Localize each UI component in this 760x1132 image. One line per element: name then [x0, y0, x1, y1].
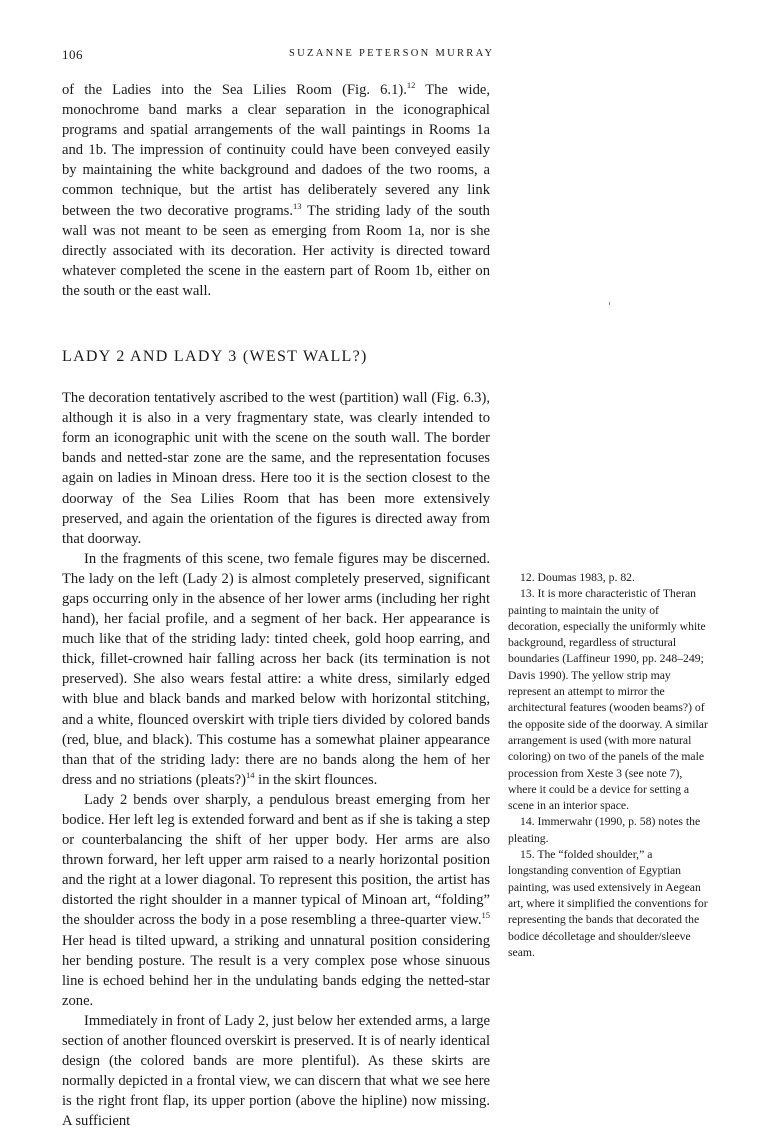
footnote: 15. The “folded shoulder,” a longstanding convention of Egyptian painting, was used extensively in Aegean art, where it simplified the conventions for representing the bands that decorated the bodice décolletage and shoulder/sleeve seam.: [508, 848, 708, 959]
footnote-ref-15[interactable]: 15: [481, 910, 490, 921]
running-head: [62, 47, 698, 65]
footnote: 13. It is more characteristic of Theran painting to maintain the unity of decoration, especially the uniformly white background, regardless of structural boundaries (Laffineur 1990, pp. 248–249; Davis 1990). The yellow strip may represent an attempt to mirror the architectural features (wooden beams?) of the opposite side of the doorway. A similar arrangement is used (with more natural coloring) on two of the panels of the male procession from Xeste 3 (see note 7), where it could be a device for setting a scene in an interior space.: [508, 587, 708, 813]
paragraph: [62, 790, 490, 1011]
footnote-ref-13[interactable]: 13: [293, 200, 302, 211]
page-number: 106: [62, 47, 83, 62]
body-text: [62, 80, 490, 1132]
text-run: The striding lady of the south wall was not meant to be seen as emerging from Room 1a, nor is she directly associated with its decoration. Her activity is directed toward whatever completed the scene in the eastern part of Room 1b, either on the south or the east wall.: [62, 202, 490, 299]
running-head-author: SUZANNE PETERSON MURRAY: [289, 48, 495, 59]
footnote-ref-12[interactable]: 12: [406, 80, 416, 90]
text-run: Lady 2 bends over sharply, a pendulous breast emerging from her bodice. Her left leg is extended forward and bent as if she is taking a step or counterbalancing the shift of her upper body. Her arms are also thrown forward, her left upper arm raised to a nearly horizontal position and the right at a lower diagonal. To represent this position, the artist has distorted the right shoulder in a manner typical of Minoan art, “folding” the shoulder across the body in a pose resembling a three-quarter view.: [62, 791, 490, 929]
footnote-ref-14[interactable]: 14: [246, 769, 255, 780]
paragraph: [62, 549, 490, 790]
text-run: Her head is tilted upward, a striking and unnatural position considering her bending posture. The result is a very complex pose whose sinuous line is echoed behind her in the undulating bands edging the netted-star zone.: [62, 932, 490, 1009]
text-run: The wide, monochrome band marks a clear separation in the iconographical programs and spatial arrangements of the wall paintings in Rooms 1a and 1b. The impression of continuity could have been conveyed easily by maintaining the white background and dadoes of the two rooms, a common technique, but the artist has deliberately severed any link between the two decorative programs.: [62, 82, 490, 219]
paragraph: [62, 80, 490, 301]
section-heading: LADY 2 AND LADY 3 (WEST WALL?): [62, 348, 368, 366]
text-run: of the Ladies into the Sea Lilies Room (Fig. 6.1).: [62, 82, 407, 98]
footnote: 14. Immerwahr (1990, p. 58) notes the pleating.: [508, 815, 701, 845]
text-run: In the fragments of this scene, two female figures may be discerned. The lady on the left (Lady 2) is almost completely preserved, significant gaps occurring only in the absence of her lower arms (including her right hand), her facial profile, and a segment of her back. Her appearance is much like that of the striding lady: tinted cheek, gold hoop earring, and thick, fillet-crowned hair falling across her back (its termination is not preserved). She also wears festal attire: a white dress, similarly edged with blue and black bands and marked below with horizontal stitching, and a white, flounced overskirt with triple tiers divided by colored bands (red, blue, and black). This costume has a somewhat plainer appearance than that of the striding lady: there are no bands along the hem of her dress and no striations (pleats?): [62, 550, 490, 788]
paragraph: The decoration tentatively ascribed to the west (partition) wall (Fig. 6.3), although it is also in a very fragmentary state, was clearly intended to form an iconographic unit with the scene on the south wall. The border bands and netted-star zone are the same, and the representation focuses again on ladies in Minoan dress. Here too it is the section closest to the doorway of the Sea Lilies Room that has been more extensively preserved, and again the orientation of the figures is directed away from that doorway.: [62, 390, 490, 547]
stray-mark: [609, 302, 610, 305]
footnote: 12. Doumas 1983, p. 82.: [520, 571, 635, 584]
footnotes: [508, 570, 710, 961]
text-run: in the skirt flounces.: [254, 771, 378, 788]
paragraph: Immediately in front of Lady 2, just below her extended arms, a large section of another flounced overskirt is preserved. It is of nearly identical design (the colored bands are more plentiful). As these skirts are normally depicted in a frontal view, we can discern that what we see here is the right front flap, its upper portion (above the hipline) now missing. A sufficient: [62, 1012, 490, 1130]
